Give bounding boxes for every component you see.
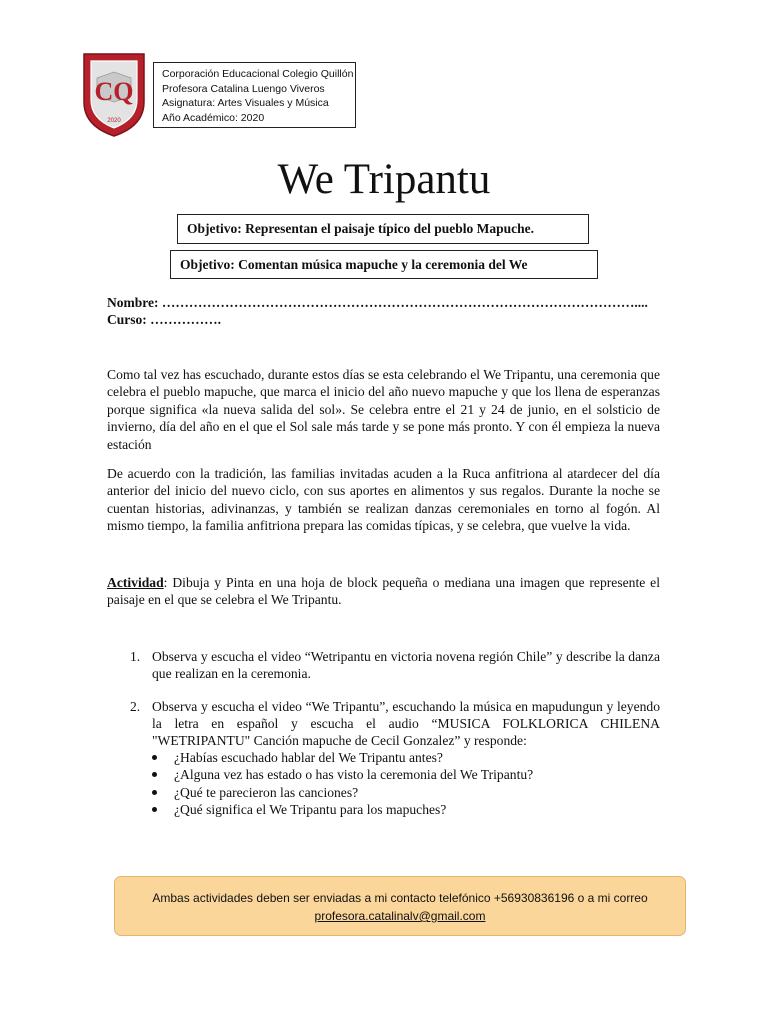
school-shield-logo [80,50,148,138]
intro-paragraph: Como tal vez has escuchado, durante estos días se esta celebrando el We Tripantu, una ceremonia que celebra el pueblo mapuche, que marca el inicio del año nuevo mapuche y que los llena de esperanzas porque significa «la nueva salida del sol». Se celebra entre el 21 y 24 de junio, en el solsticio de invierno, día del año en el que el Sol sale más tarde y se pone más pronto. Y con él empieza la nueva estación [107,367,660,452]
svg-text:2020: 2020 [107,118,121,124]
name-field[interactable]: Nombre: …………………………………………………………………………………………….... [107,295,648,310]
steps-list [130,648,660,819]
list-item [130,698,660,819]
objective-box-2: Objetivo: Comentan música mapuche y la ceremonia del We [170,250,598,279]
activity-label: Actividad [107,575,164,590]
contact-note [114,876,686,936]
email-link[interactable]: profesora.catalinalv@gmail.com [314,909,486,923]
question-text: ¿Alguna vez has estado o has visto la ceremonia del We Tripantu? [174,767,534,783]
institution-name: Corporación Educacional Colegio Quillón [162,68,354,80]
bullet-icon [152,790,157,795]
list-item [130,648,660,682]
step-number: 2. [130,699,141,714]
list-item [152,749,660,766]
bullet-icon [152,755,157,760]
bullet-icon [152,807,157,812]
bullet-icon [152,772,157,777]
step-text: Observa y escucha el video “We Tripantu”, escuchando la música en mapudungun y leyendo la letra en español y escucha el audio “MUSICA FOLKLORICA CHILENA "WETRIPANTU" Canción mapuche de Cecil Gonzalez” y responde: [152,699,660,748]
page-title: We Tripantu [277,156,491,203]
svg-text:CQ: CQ [94,77,134,106]
header-info-box [153,62,356,128]
question-text: ¿Qué te parecieron las canciones? [174,784,359,800]
questions-list [152,749,660,819]
activity-text: : Dibuja y Pinta en una hoja de block pequeña o mediana una imagen que represente el paisaje en el que se celebra el We Tripantu. [107,575,660,608]
step-text: Observa y escucha el video “Wetripantu en victoria novena región Chile” y describe la danza que realizan en la ceremonia. [152,649,660,681]
list-item [152,801,660,818]
teacher-name: Profesora Catalina Luengo Viveros [162,82,325,95]
tradition-paragraph: De acuerdo con la tradición, las familias invitadas acuden a la Ruca anfitriona al atardecer del día anterior del inicio del nuevo ciclo, con sus aportes en alimentos y sus regalos. Durante la noche se cuentan historias, adivinanzas, y también se realizan danzas ceremoniales en torno al fogón. Al mismo tiempo, la familia anfitriona prepara las comidas típicas, y se celebra, que vuelve la vida. [107,466,660,534]
question-text: ¿Qué significa el We Tripantu para los mapuches? [174,802,447,818]
contact-text: Ambas actividades deben ser enviadas a mi contacto telefónico +56930836196 o a mi correo [152,891,648,905]
question-text: ¿Habías escuchado hablar del We Tripantu antes? [174,750,443,765]
step-number: 1. [130,649,141,664]
course-field[interactable]: Curso: ……………. [107,312,221,327]
objective-box-1: Objetivo: Representan el paisaje típico del pueblo Mapuche. [177,214,589,244]
list-item [152,784,660,801]
subject: Asignatura: Artes Visuales y Música [162,97,329,109]
academic-year: Año Académico: 2020 [162,111,265,124]
activity-instruction [107,574,660,609]
list-item [152,766,660,783]
